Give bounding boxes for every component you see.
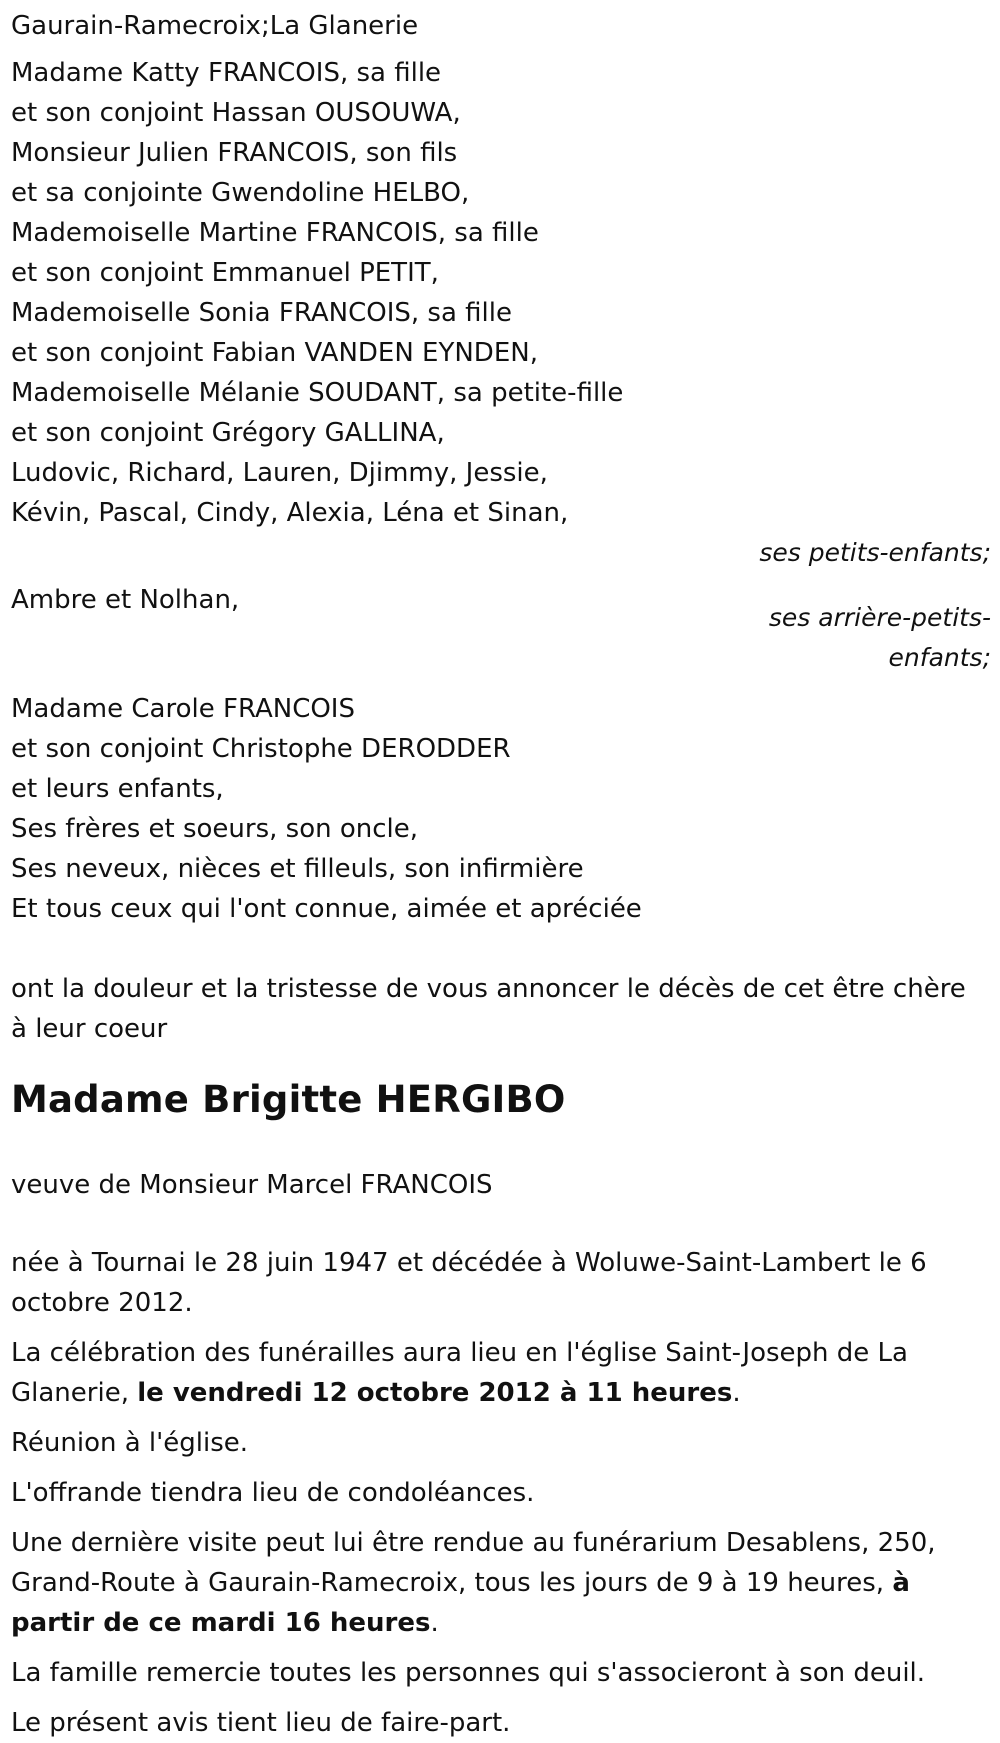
deceased-name: Madame Brigitte HERGIBO [11,1078,566,1121]
family-list [11,53,1000,533]
family-line: Ludovic, Richard, Lauren, Djimmy, Jessie, [11,458,548,488]
great-grandchildren-label-2: enfants; [888,643,991,672]
widow-of-text: veuve de Monsieur Marcel FRANCOIS [11,1170,493,1200]
visit-text-before: Une dernière visite peut lui être rendue au funérarium Desablens, 250, Grand-Route à Gaurain-Ramecroix, tous les jours de 9 à 19 heures, [11,1528,936,1598]
family-line: Monsieur Julien FRANCOIS, son fils [11,138,458,168]
family-line: et leurs enfants, [11,774,224,804]
visit-text [11,1523,971,1643]
other-family-list [11,689,1000,929]
family-line: Madame Katty FRANCOIS, sa fille [11,58,442,88]
thanks-text: La famille remercie toutes les personnes qui s'associeront à son deuil. [11,1658,926,1688]
family-line: Et tous ceux qui l'ont connue, aimée et apréciée [11,894,642,924]
great-grandchildren-section [11,580,1000,676]
location-header [11,6,1000,46]
family-line: Madame Carole FRANCOIS [11,694,355,724]
family-line: Mademoiselle Mélanie SOUDANT, sa petite-fille [11,378,624,408]
family-line: Mademoiselle Sonia FRANCOIS, sa fille [11,298,512,328]
funeral-date: le vendredi 12 octobre 2012 à 11 heures [137,1378,733,1408]
family-line: et sa conjointe Gwendoline HELBO, [11,178,470,208]
announcement-text: ont la douleur et la tristesse de vous annoncer le décès de cet être chère à leur coeur [11,974,966,1044]
great-grandchildren-label-1: ses arrière-petits- [768,603,991,632]
funeral-text-after: . [732,1378,741,1408]
birth-death-text: née à Tournai le 28 juin 1947 et décédée à Woluwe-Saint-Lambert le 6 octobre 2012. [11,1248,927,1318]
grandchildren-label: ses petits-enfants; [759,538,991,567]
meeting-text: Réunion à l'église. [11,1428,249,1458]
family-line: et son conjoint Emmanuel PETIT, [11,258,439,288]
family-line: et son conjoint Christophe DERODDER [11,734,511,764]
offering-text: L'offrande tiendra lieu de condoléances. [11,1478,535,1508]
great-grandchildren-names: Ambre et Nolhan, [11,585,240,615]
family-line: Ses frères et soeurs, son oncle, [11,814,419,844]
family-line: et son conjoint Fabian VANDEN EYNDEN, [11,338,538,368]
funeral-text [11,1333,971,1413]
funeral-text-before: La célébration des funérailles aura lieu en l'église Saint-Joseph de La Glanerie, [11,1338,908,1408]
visit-time: à partir de ce mardi 16 heures [11,1568,910,1638]
family-line: et son conjoint Grégory GALLINA, [11,418,445,448]
family-line: et son conjoint Hassan OUSOUWA, [11,98,461,128]
family-line: Mademoiselle Martine FRANCOIS, sa fille [11,218,539,248]
family-line: Kévin, Pascal, Cindy, Alexia, Léna et Sinan, [11,498,569,528]
visit-text-after: . [430,1608,439,1638]
notice-text: Le présent avis tient lieu de faire-part. [11,1708,511,1738]
location-text: Gaurain-Ramecroix;La Glanerie [11,11,419,41]
family-line: Ses neveux, nièces et filleuls, son infirmière [11,854,584,884]
